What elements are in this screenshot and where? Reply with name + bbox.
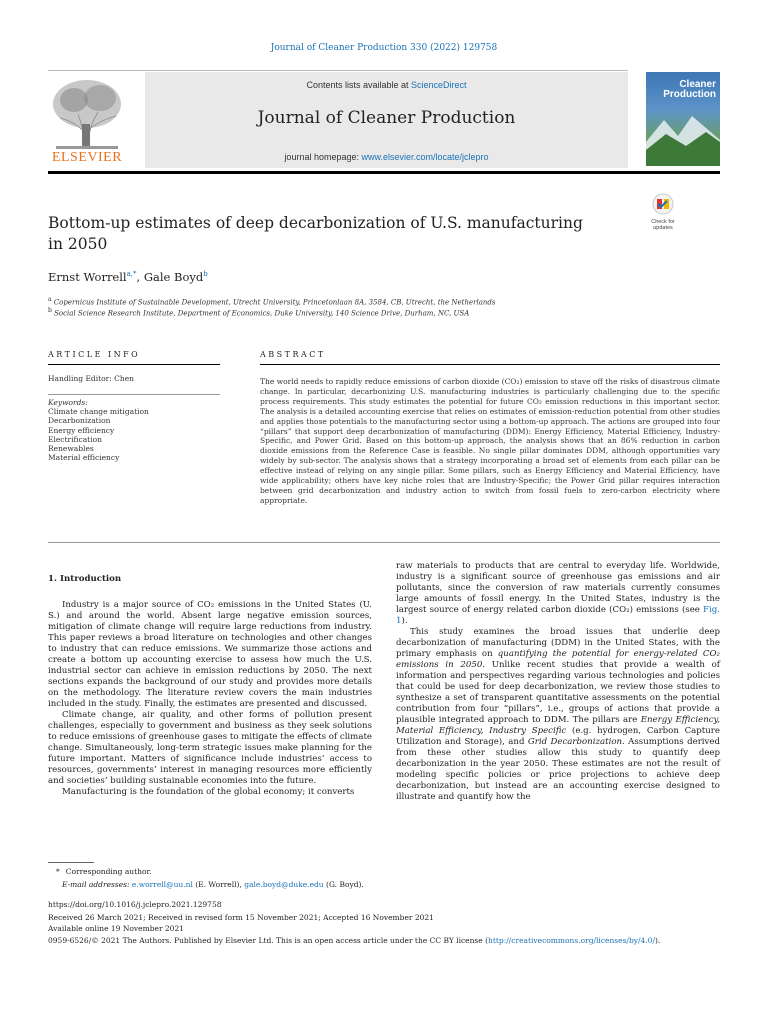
contents-line (145, 80, 628, 90)
elsevier-wordmark: ELSEVIER (51, 150, 123, 165)
body-paragraph: Climate change, air quality, and other forms of pollution present challenges, especially to government and business as they seek solutions to reduce emissions of greenhouse gases to mitigate the effects of climate change. Simultaneously, long-term strategic issues make planning for the future important. Matters of significance include industries’ access to resources, governments’ interest in managing resources more efficiently and societies’ building sustainable economies into the future. (48, 710, 372, 786)
corresponding-author-note: * Corresponding author. (56, 867, 152, 876)
handling-editor: Handling Editor: Chen (48, 374, 134, 383)
banner-bottom-rule (48, 171, 720, 174)
journal-name: Journal of Cleaner Production (257, 108, 516, 128)
banner-top-rule (48, 70, 628, 71)
check-for-updates-icon (646, 193, 680, 215)
article-title: Bottom-up estimates of deep decarbonization of U.S. manufacturing in 2050 (48, 214, 583, 253)
email-addresses: E-mail addresses: e.worrell@uu.nl (E. Worrell), gale.boyd@duke.edu (G. Boyd). (62, 880, 364, 889)
article-info-heading: ARTICLE INFO (48, 350, 141, 359)
keyword: Renewables (48, 444, 94, 454)
keywords-label: Keywords: (48, 398, 88, 407)
divider (260, 364, 720, 365)
available-online-date: Available online 19 November 2021 (48, 924, 184, 933)
footnote-rule (48, 862, 94, 863)
figure-link[interactable]: Fig. 1 (396, 605, 720, 626)
abstract-text: The world needs to rapidly reduce emissions of carbon dioxide (CO₂) emission to stave off the risks of disastrous climate change. In particular, decarbonizing U.S. manufacturing industries is particularly challenging due to the specific process requirements. This study estimates the potential for future CO₂ emission reductions in this important sector. The analysis is a detailed accounting exercise that relies on estimates of emission-reduction potential from other studies and applies those potentials to the manufacturing sector using a bottom-up approach. The actions are grouped into four “pillars” that support deep decarbonization of manufacturing (DDM): Energy Efficiency, Material Efficiency, Industry-Specific, and Power Grid. Based on this bottom-up approach, the analysis shows that an 86% reduction in carbon dioxide emissions from the Reference Case is feasible. No single pillar dominates DDM, although opportunities vary widely by sub-sector. The analysis shows that a strategy incorporating a broad set of elements from each pillar can be effective instead of relying on any single pillar. Some pillars, such as Energy Efficiency and Material Efficiency, have wide applicability; others have key niche roles that are Industry-Specific; the Power Grid pillar requires interaction between grid decarbonization and industry action to switch from fossil fuels to zero-carbon electricity where appropriate. (260, 377, 720, 505)
divider (48, 542, 720, 543)
license-link[interactable]: http://creativecommons.org/licenses/by/4.0/ (488, 936, 655, 945)
homepage-line (145, 152, 628, 162)
keyword: Energy efficiency (48, 425, 115, 435)
keywords-block (48, 398, 220, 462)
email-link[interactable]: gale.boyd@duke.edu (244, 880, 324, 889)
sciencedirect-link[interactable]: ScienceDirect (411, 80, 467, 90)
keyword: Decarbonization (48, 416, 111, 426)
mountain-illustration (646, 112, 720, 166)
abstract-heading: ABSTRACT (260, 350, 326, 359)
author-list: Ernst Worrell$^{a,*}$, Gale Boyd$^b$ (48, 270, 208, 284)
doi-link[interactable]: https://doi.org/10.1016/j.jclepro.2021.129758 (48, 900, 222, 909)
homepage-prefix: journal homepage: (284, 152, 362, 162)
divider (48, 394, 220, 395)
contents-prefix: Contents lists available at (306, 80, 412, 90)
journal-citation[interactable]: Journal of Cleaner Production 330 (2022) 129758 (270, 43, 498, 53)
check-for-updates-label: Check for updates (651, 219, 675, 231)
author-name[interactable]: Ernst Worrell (48, 270, 127, 284)
section-heading: 1. Introduction (48, 574, 122, 584)
keyword: Material efficiency (48, 453, 120, 463)
author-affiliation-mark[interactable]: a,* (126, 270, 137, 279)
author-name[interactable]: Gale Boyd (143, 270, 204, 284)
license-statement: 0959-6526/© 2021 The Authors. Published by Elsevier Ltd. This is an open access article under the CC BY license (http://creativecommons.org/licenses/by/4.0/). (48, 936, 661, 945)
cover-title: Cleaner Production (663, 79, 716, 100)
affiliation: $^a$ Copernicus Institute of Sustainable Development, Utrecht University, Princetonlaan 8A, 3584, CB, Utrecht, the Netherlands (48, 296, 496, 307)
journal-cover-image[interactable] (646, 72, 720, 166)
left-column (48, 600, 372, 798)
divider (48, 364, 220, 365)
received-dates: Received 26 March 2021; Received in revised form 15 November 2021; Accepted 16 November 2021 (48, 913, 434, 922)
affiliation: $^b$ Social Science Research Institute, Department of Economics, Duke University, 140 Science Drive, Durham, NC, USA (48, 307, 470, 318)
body-paragraph: Industry is a major source of CO₂ emissions in the United States (U. S.) and around the world. Absent large negative emission sources, mitigation of climate change will require large reductions from industry. This paper reviews a broad literature on technologies and other changes to industry that can reduce emissions. We summarize those actions and create a bottom up accounting exercise to assess how much the U.S. industrial sector can achieve in emission reductions by 2050. The next sections expands the background of our study and provides more details on the methodology. The literature review covers the main industries included in the study. Finally, the estimates are presented and discussed. (48, 600, 372, 709)
check-for-updates-button[interactable] (646, 193, 680, 231)
body-paragraph: This study examines the broad issues that underlie deep decarbonization of manufacturing (DDM) in the United States, with the primary emphasis on quantifying the potential for energy-related CO₂ emissions in 2050. Unlike recent studies that provide a wealth of information and perspectives regarding various technologies and policies that could be used for deep decarbonization, we review those studies to synthesize a set of transparent quantitative assessments on the potential contribution from four “pillars”, i.e., groups of actions that provide a plausible integrated approach to DDM. The pillars are Energy Efficiency, Material Efficiency, Industry Specific (e.g. hydrogen, Carbon Capture Utilization and Storage), and Grid Decarbonization. Assumptions derived from these other studies allow this study to quantify deep decarbonization in the year 2050. These estimates are not the result of modeling specific policies or price projections to achieve deep decarbonization, but instead are an accounting exercise designed to illustrate and quantify how the (396, 627, 720, 802)
body-paragraph: Manufacturing is the foundation of the global economy; it converts (62, 787, 355, 797)
homepage-link[interactable]: www.elsevier.com/locate/jclepro (361, 152, 489, 162)
email-link[interactable]: e.worrell@uu.nl (131, 880, 193, 889)
author-affiliation-mark[interactable]: b (203, 270, 208, 279)
body-paragraph: raw materials to products that are central to everyday life. Worldwide, industry is a significant source of greenhouse gas emissions and air pollutants, since the conversion of raw materials currently consumes large amounts of fossil energy. In the United States, industry is the largest source of energy related carbon dioxide (CO₂) emissions (see Fig. 1). (396, 561, 720, 626)
right-column (396, 561, 720, 803)
keyword: Electrification (48, 434, 102, 444)
keyword: Climate change mitigation (48, 407, 149, 417)
